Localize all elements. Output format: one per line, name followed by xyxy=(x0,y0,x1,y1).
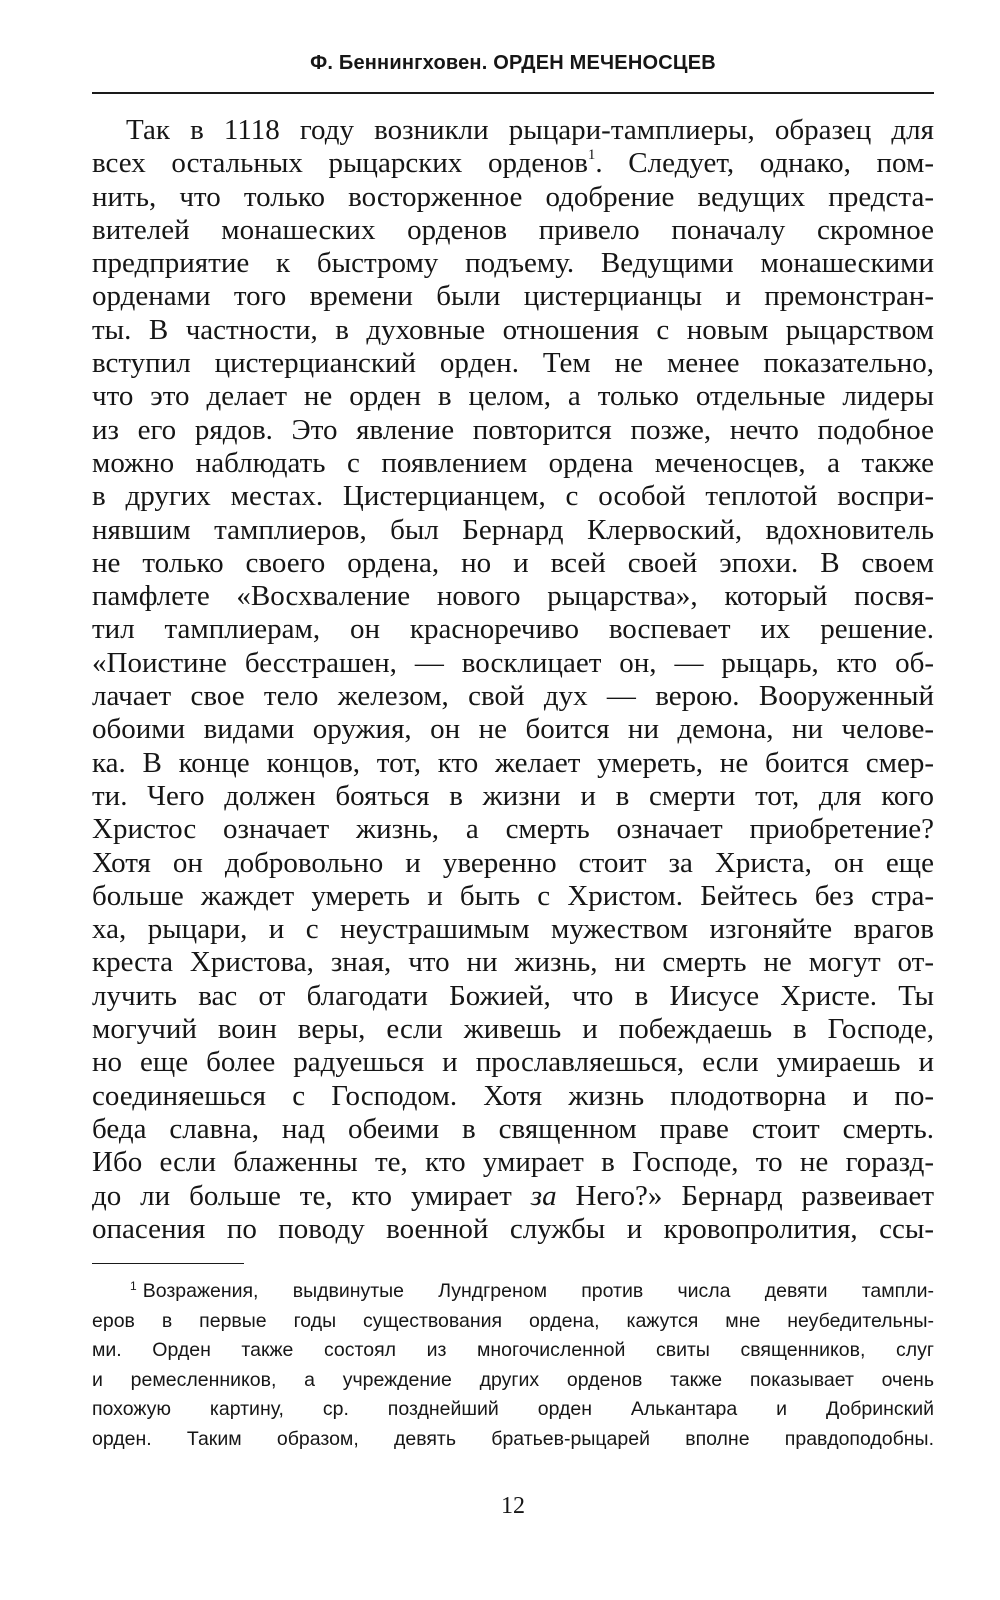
text-line: больше жаждет умереть и быть с Христом. Бейтесь без стра- xyxy=(92,879,934,912)
text-fragment: . Следует, однако, пом- xyxy=(595,147,934,180)
text-line: «Поистине бесстрашен, — восклицает он, — рыцарь, кто об- xyxy=(92,646,934,679)
page-number: 12 xyxy=(501,1493,525,1519)
text-line: вступил цистерцианский орден. Тем не менее показательно, xyxy=(92,347,934,380)
header-rule xyxy=(92,92,934,94)
text-line: опасения по поводу военной службы и кровопролития, ссы- xyxy=(92,1212,934,1245)
text-line: ты. В частности, в духовные отношения с новым рыцарством xyxy=(92,313,934,346)
footnote-line: и ремесленников, а учреждение других орденов также показывает очень xyxy=(92,1368,934,1391)
text-line: вителей монашеских орденов привело поначалу скромное xyxy=(92,213,934,246)
text-line xyxy=(92,1180,934,1213)
footnote-marker: 1 xyxy=(130,1279,137,1293)
footnote xyxy=(92,1277,934,1455)
footnote-reference[interactable]: 1 xyxy=(587,147,596,164)
text-line: Ибо если блаженны те, кто умирает в Господе, то не горазд- xyxy=(92,1146,934,1179)
text-fragment: всех остальных рыцарских орденов xyxy=(92,147,588,180)
text-line: предприятие к быстрому подъему. Ведущими монашескими xyxy=(92,247,934,280)
text-line xyxy=(92,147,934,180)
italic-word: за xyxy=(530,1179,557,1212)
footnote-line: ми. Орден также состоял из многочисленной свиты священников, слуг xyxy=(92,1339,934,1362)
text-line: беда славна, над обеими в священном праве стоит смерть. xyxy=(92,1112,934,1145)
text-line: что это делает не орден в целом, а только отдельные лидеры xyxy=(92,380,934,413)
text-line: памфлете «Восхваление нового рыцарства», который посвя- xyxy=(92,580,934,613)
text-line: Так в 1118 году возникли рыцари-тамплиеры, образец для xyxy=(126,114,934,146)
text-line: лачает свое тело железом, свой дух — верою. Вооруженный xyxy=(92,680,934,713)
text-line: обоими видами оружия, он не боится ни демона, ни челове- xyxy=(92,713,934,746)
footnote-line: еров в первые годы существования ордена, кажутся мне неубедительны- xyxy=(92,1309,934,1332)
text-line: Хотя он добровольно и уверенно стоит за Христа, он еще xyxy=(92,846,934,879)
text-line: из его рядов. Это явление повторится позже, нечто подобное xyxy=(92,413,934,446)
footnote-rule xyxy=(92,1263,244,1264)
text-line: Христос означает жизнь, а смерть означает приобретение? xyxy=(92,813,934,846)
text-line: нявшим тамплиеров, был Бернард Клервоский, вдохновитель xyxy=(92,513,934,546)
footnote-line: орден. Таким образом, девять братьев-рыцарей вполне правдоподобны. xyxy=(92,1427,934,1450)
text-line: тил тамплиерам, он красноречиво воспевает их решение. xyxy=(92,613,934,646)
text-line: креста Христова, зная, что ни жизнь, ни смерть не могут от- xyxy=(92,946,934,979)
footnote-line xyxy=(92,1277,934,1307)
running-title: Ф. Беннингховен. ОРДЕН МЕЧЕНОСЦЕВ xyxy=(310,52,716,74)
text-line: ка. В конце концов, тот, кто желает умереть, не боится смер- xyxy=(92,746,934,779)
text-line: но еще более радуешься и прославляешься, если умираешь и xyxy=(92,1046,934,1079)
text-line: лучить вас от благодати Божией, что в Иисусе Христе. Ты xyxy=(92,979,934,1012)
text-fragment: Возражения, выдвинутые Лундгреном против числа девяти тампли- xyxy=(142,1280,934,1302)
text-line: соединяешься с Господом. Хотя жизнь плодотворна и по- xyxy=(92,1079,934,1112)
text-line: в других местах. Цистерцианцем, с особой теплотой воспри- xyxy=(92,480,934,513)
main-text xyxy=(92,114,934,1246)
text-line: нить, что только восторженное одобрение ведущих предста- xyxy=(92,180,934,213)
text-line: можно наблюдать с появлением ордена меченосцев, а также xyxy=(92,446,934,479)
footnote-line: похожую картину, ср. позднейший орден Алькантара и Добринский xyxy=(92,1398,934,1421)
text-line: ти. Чего должен бояться в жизни и в смерти тот, для кого xyxy=(92,779,934,812)
text-line: ха, рыцари, и с неустрашимым мужеством изгоняйте врагов xyxy=(92,913,934,946)
text-line: не только своего ордена, но и всей своей эпохи. В своем xyxy=(92,546,934,579)
text-fragment: до ли больше те, кто умирает xyxy=(92,1179,531,1212)
text-line: могучий воин веры, если живешь и побеждаешь в Господе, xyxy=(92,1013,934,1046)
text-fragment: Него?» Бернард развеивает xyxy=(556,1179,934,1212)
text-line: орденами того времени были цистерцианцы и премонстран- xyxy=(92,280,934,313)
